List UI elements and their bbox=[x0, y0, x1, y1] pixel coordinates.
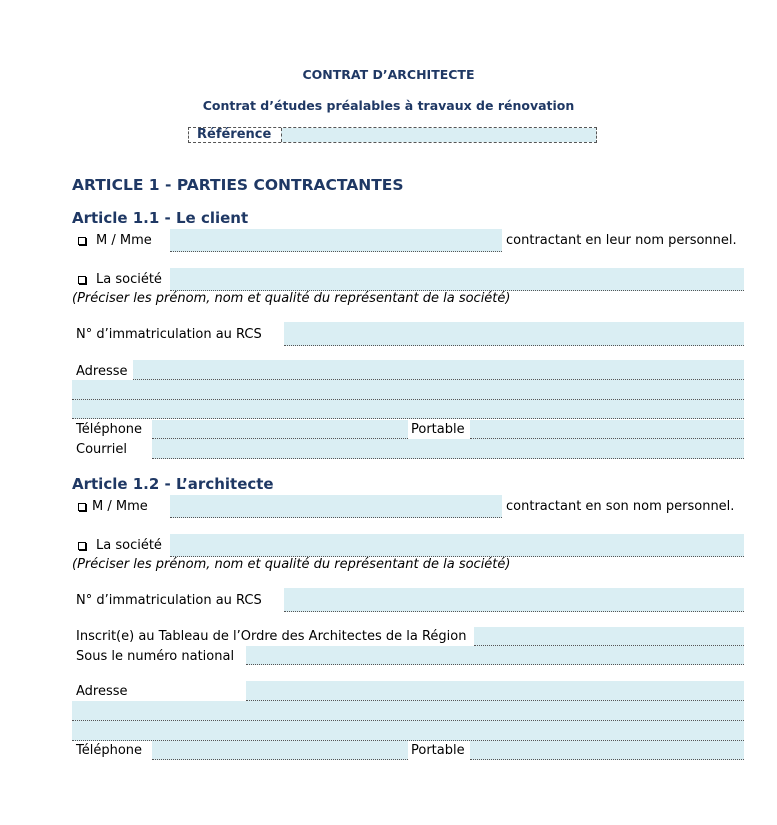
client-rcs-field[interactable] bbox=[284, 322, 744, 346]
architect-phone-label: Téléphone bbox=[76, 743, 143, 758]
client-person-checkbox[interactable] bbox=[78, 237, 86, 245]
architect-mobile-label: Portable bbox=[411, 743, 465, 758]
client-personal-suffix: contractant en leur nom personnel. bbox=[506, 233, 737, 248]
architect-mr-mrs-label: M / Mme bbox=[92, 499, 148, 514]
client-company-note: (Préciser les prénom, nom et qualité du représentant de la société) bbox=[72, 291, 511, 306]
reference-field[interactable] bbox=[281, 128, 596, 142]
reference-box bbox=[188, 127, 597, 143]
document-subtitle: Contrat d’études préalables à travaux de rénovation bbox=[202, 98, 575, 113]
client-phone-label: Téléphone bbox=[76, 422, 143, 437]
architect-person-checkbox[interactable] bbox=[78, 503, 86, 511]
architect-mobile-field[interactable] bbox=[470, 741, 744, 760]
architect-order-label: Inscrit(e) au Tableau de l’Ordre des Architectes de la Région bbox=[76, 629, 467, 644]
architect-rcs-label: N° d’immatriculation au RCS bbox=[76, 593, 262, 608]
client-address-field-1[interactable] bbox=[133, 360, 744, 380]
client-company-label: La société bbox=[96, 272, 162, 287]
article-1-2-heading: Article 1.2 - L’architecte bbox=[72, 475, 274, 493]
architect-address-field-2[interactable] bbox=[72, 701, 744, 721]
architect-company-checkbox[interactable] bbox=[78, 542, 86, 550]
client-address-field-2[interactable] bbox=[72, 380, 744, 400]
architect-company-field[interactable] bbox=[170, 534, 744, 557]
architect-national-number-label: Sous le numéro national bbox=[76, 649, 235, 664]
client-mr-mrs-label: M / Mme bbox=[96, 233, 152, 248]
client-company-checkbox[interactable] bbox=[78, 276, 86, 284]
article-1-1-heading: Article 1.1 - Le client bbox=[72, 209, 249, 227]
architect-phone-field[interactable] bbox=[152, 741, 408, 760]
architect-rcs-field[interactable] bbox=[284, 588, 744, 612]
architect-company-note: (Préciser les prénom, nom et qualité du représentant de la société) bbox=[72, 557, 511, 572]
architect-name-field[interactable] bbox=[170, 495, 502, 518]
article-1-heading: ARTICLE 1 - PARTIES CONTRACTANTES bbox=[72, 176, 404, 194]
client-address-label: Adresse bbox=[76, 364, 128, 379]
reference-label: Référence bbox=[197, 127, 272, 142]
client-rcs-label: N° d’immatriculation au RCS bbox=[76, 327, 262, 342]
architect-order-field[interactable] bbox=[474, 627, 744, 646]
architect-address-field-1[interactable] bbox=[246, 681, 744, 701]
document-title: CONTRAT D’ARCHITECTE bbox=[302, 67, 475, 82]
architect-national-number-field[interactable] bbox=[246, 646, 744, 665]
client-mobile-field[interactable] bbox=[470, 420, 744, 439]
architect-personal-suffix: contractant en son nom personnel. bbox=[506, 499, 735, 514]
client-email-field[interactable] bbox=[152, 439, 744, 459]
architect-address-field-3[interactable] bbox=[72, 721, 744, 741]
architect-company-label: La société bbox=[96, 538, 162, 553]
client-email-label: Courriel bbox=[76, 442, 127, 457]
client-phone-field[interactable] bbox=[152, 420, 408, 439]
client-company-field[interactable] bbox=[170, 268, 744, 291]
client-name-field[interactable] bbox=[170, 229, 502, 252]
client-address-field-3[interactable] bbox=[72, 400, 744, 419]
architect-address-label: Adresse bbox=[76, 684, 128, 699]
client-mobile-label: Portable bbox=[411, 422, 465, 437]
